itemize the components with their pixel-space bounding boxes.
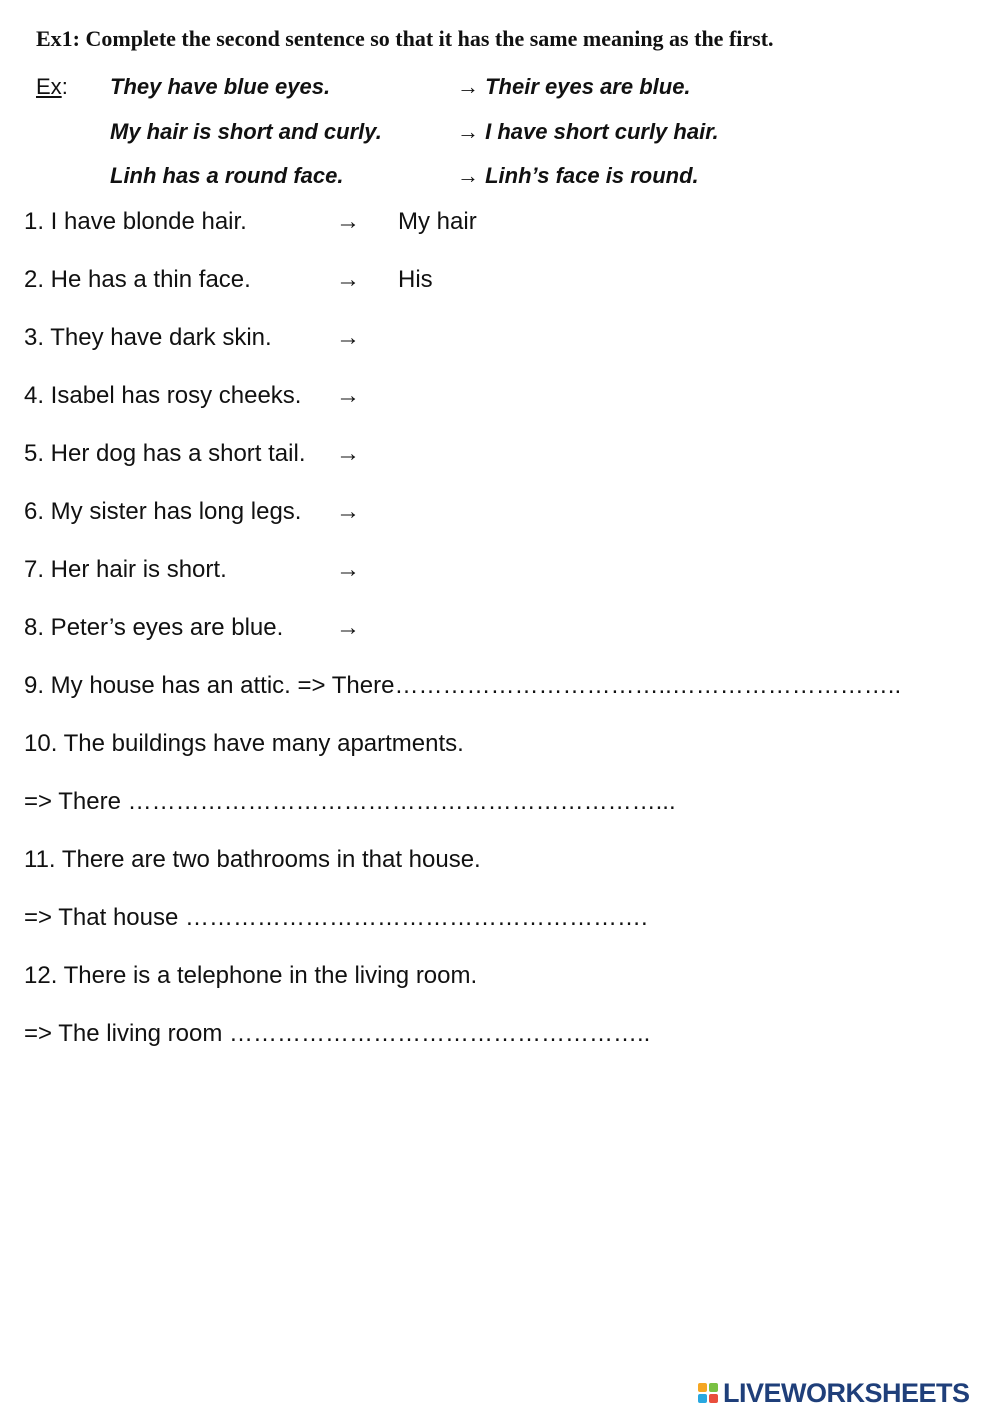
example-original-2: My hair is short and curly. [110,119,382,144]
arrow-3: → [336,324,360,351]
question-4: 4. Isabel has rosy cheeks. [24,382,302,409]
example-rewrite-2: → I have short curly hair. [457,119,719,144]
question-5: 5. Her dog has a short tail. [24,440,306,467]
arrow-1: → [336,208,360,235]
question-10: 10. The buildings have many apartments. [24,730,464,757]
example-original-1: They have blue eyes. [110,74,331,99]
question-11: 11. There are two bathrooms in that house. [24,846,481,873]
question-7: 7. Her hair is short. [24,556,227,583]
logo-icon [698,1383,718,1403]
question-3: 3. They have dark skin. [24,324,272,351]
logo-text: LIVEWORKSHEETS [723,1377,970,1408]
answer-line-11[interactable]: => That house …………………………………………………. [24,904,648,931]
arrow-4: → [336,382,360,409]
question-2: 2. He has a thin face. [24,266,251,293]
arrow-8: → [336,614,360,641]
question-9[interactable]: 9. My house has an attic. => There……………………………..……………………….. [24,672,902,699]
answer-field-1[interactable]: My hair [398,208,477,235]
arrow-6: → [336,498,360,525]
arrow-5: → [336,440,360,467]
example-original-3: Linh has a round face. [110,163,344,188]
question-8: 8. Peter’s eyes are blue. [24,614,284,641]
question-6: 6. My sister has long legs. [24,498,302,525]
answer-field-2[interactable]: His [398,266,433,293]
example-rewrite-3: → Linh’s face is round. [457,163,699,188]
answer-line-12[interactable]: => The living room …………………………………………….. [24,1020,651,1047]
arrow-2: → [336,266,360,293]
arrow-7: → [336,556,360,583]
question-1: 1. I have blonde hair. [24,208,247,235]
question-12: 12. There is a telephone in the living room. [24,962,478,989]
title: Ex1: Complete the second sentence so that it has the same meaning as the first. [36,26,774,51]
answer-line-10[interactable]: => There …………………………………………………………... [24,788,676,815]
liveworksheets-logo [698,1378,970,1408]
example-rewrite-1: → Their eyes are blue. [457,74,691,99]
example-label: Ex: [36,74,68,99]
